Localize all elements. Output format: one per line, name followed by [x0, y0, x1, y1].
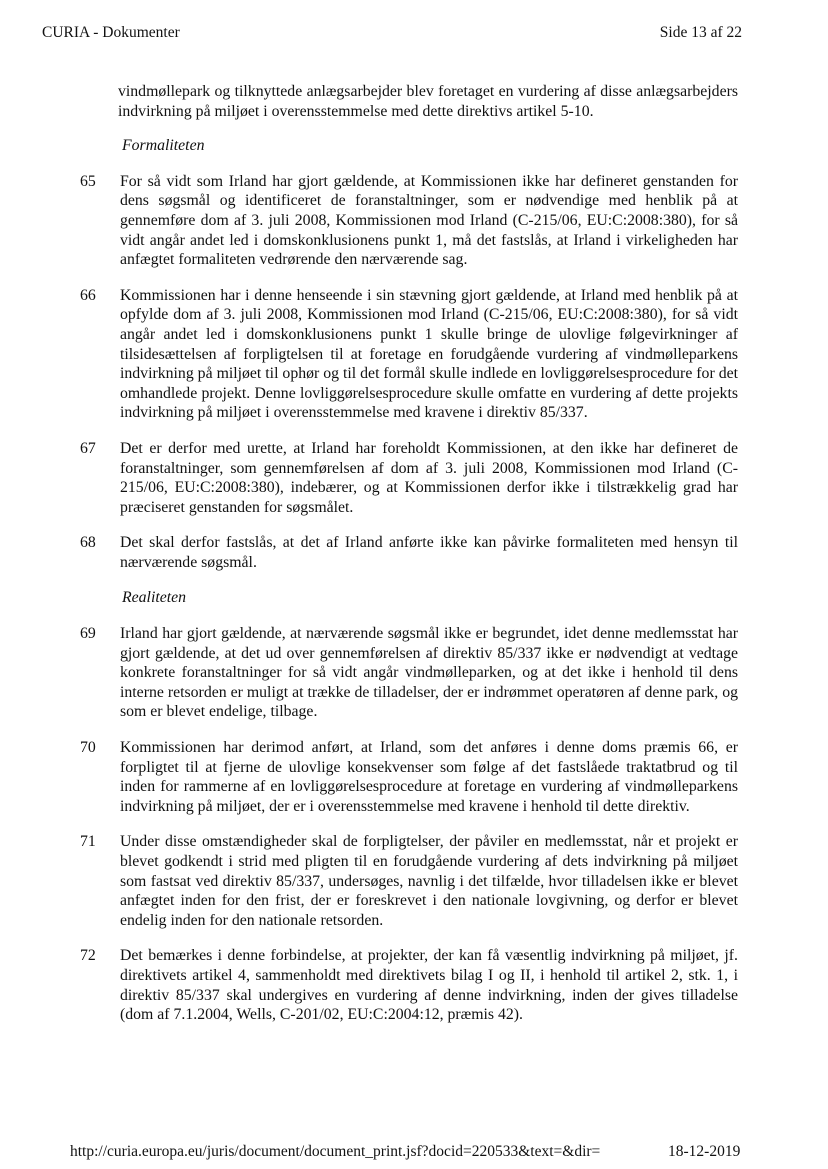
- header-title: CURIA - Dokumenter: [42, 24, 180, 41]
- paragraph-text: Under disse omstændigheder skal de forpligtelser, der påviler en medlemsstat, når et projekt er blevet godkendt i strid med pligten til en forudgående vurdering af dets indvirkning på miljøet som fastsat ved direktiv 85/337, undersøges, navnlig i det tilfælde, hvor tilladelsen ikke er blevet anfægtet inden for den frist, der er foreskrevet i den nationale lovgivning, og derfor er blevet endelig inden for den nationale retsorden.: [120, 833, 738, 929]
- paragraph-65: [80, 172, 738, 270]
- paragraph-text: Irland har gjort gældende, at nærværende søgsmål ikke er begrundet, idet denne medlemsstat har gjort gældende, at det ud over gennemførelsen af direktiv 85/337 ikke er nødvendigt at vedtage konkrete foranstaltninger for så vidt angår vindmølleparken, og at det ikke i henhold til dens interne retsorden er muligt at trække de tilladelser, der er indrømmet operatøren af denne park, og som er blevet endelige, tilbage.: [120, 625, 738, 721]
- paragraph-text: Det bemærkes i denne forbindelse, at projekter, der kan få væsentlig indvirkning på miljøet, jf. direktivets artikel 4, sammenholdt med direktivets bilag I og II, i henhold til artikel 2, stk. 1, i direktiv 85/337 skal undergives en vurdering af denne indvirkning, inden der gives tilladelse (dom af 7.1.2004, Wells, C-201/02, EU:C:2004:12, præmis 42).: [120, 947, 738, 1024]
- paragraph-number: 72: [80, 947, 96, 965]
- paragraph-71: [80, 832, 738, 930]
- paragraph-text: For så vidt som Irland har gjort gældende, at Kommissionen ikke har defineret genstanden for dens søgsmål og identificeret de foranstaltninger, som er nødvendige med henblik på at gennemføre dom af 3. juli 2008, Kommissionen mod Irland (C-215/06, EU:C:2008:380), for så vidt angår andet led i domskonklusionens punkt 1, må det fastslås, at Irland i virkeligheden har anfægtet formaliteten vedrørende den nærværende sag.: [120, 172, 738, 269]
- paragraph-66: [80, 286, 738, 423]
- footer-date: 18-12-2019: [668, 1143, 741, 1160]
- page-footer: [70, 1143, 750, 1161]
- document-body: [80, 82, 738, 1041]
- paragraph-72: [80, 946, 738, 1024]
- paragraph-number: 67: [80, 439, 96, 457]
- paragraph-number: 68: [80, 534, 96, 552]
- paragraph-67: [80, 439, 738, 517]
- paragraph-68: [80, 533, 738, 572]
- intro-paragraph: vindmøllepark og tilknyttede anlægsarbejder blev foretaget en vurdering af disse anlægsarbejders indvirkning på miljøet i overensstemmelse med dette direktivs artikel 5-10.: [118, 83, 738, 120]
- paragraph-text: Det skal derfor fastslås, at det af Irland anførte ikke kan påvirke formaliteten med hensyn til nærværende søgsmål.: [120, 534, 738, 571]
- paragraph-number: 69: [80, 625, 96, 643]
- paragraph-text: Kommissionen har derimod anført, at Irland, som det anføres i denne doms præmis 66, er forpligtet til at fjerne de ulovlige konsekvenser som følge af det fastslåede traktatbrud og til inden for rammerne af en lovliggørelsesprocedure at foretage en vurdering af vindmølleparkens indvirkning på miljøet, der er i overensstemmelse med kravene i henhold til dette direktiv.: [120, 739, 738, 815]
- paragraph-number: 65: [80, 172, 96, 190]
- paragraph-69: [80, 624, 738, 722]
- paragraph-number: 66: [80, 286, 96, 304]
- paragraph-text: Kommissionen har i denne henseende i sin stævning gjort gældende, at Irland med henblik på at opfylde dom af 3. juli 2008, Kommissionen mod Irland (C-215/06, EU:C:2008:380), for så vidt angår andet led i domskonklusionens punkt 1 skulle bringe de ulovlige følgevirkninger af tilsidesættelsen af forpligtelsen til at foretage en forudgående vurdering af vindmølleparkens indvirkning på miljøet til ophør og til det formål skulle indlede en lovliggørelsesprocedure for det omhandlede projekt. Denne lovliggørelsesprocedure skulle omfatte en vurdering af dette projekts indvirkning på miljøet i overensstemmelse med kravene i direktiv 85/337.: [120, 286, 738, 422]
- section-heading-merits: Realiteten: [122, 589, 187, 607]
- section-heading-formality: Formaliteten: [122, 137, 205, 155]
- paragraph-number: 71: [80, 833, 96, 851]
- paragraph-text: Det er derfor med urette, at Irland har foreholdt Kommissionen, at den ikke har defineret de foranstaltninger, som gennemførelsen af dom af 3. juli 2008, Kommissionen mod Irland (C-215/06, EU:C:2008:380), indebærer, og at Kommissionen derfor ikke i tilstrækkelig grad har præciseret genstanden for søgsmålet.: [120, 439, 738, 516]
- page-number: Side 13 af 22: [659, 24, 742, 41]
- paragraph-70: [80, 738, 738, 816]
- footer-url: http://curia.europa.eu/juris/document/document_print.jsf?docid=220533&text=&dir=: [70, 1143, 601, 1160]
- paragraph-number: 70: [80, 739, 96, 757]
